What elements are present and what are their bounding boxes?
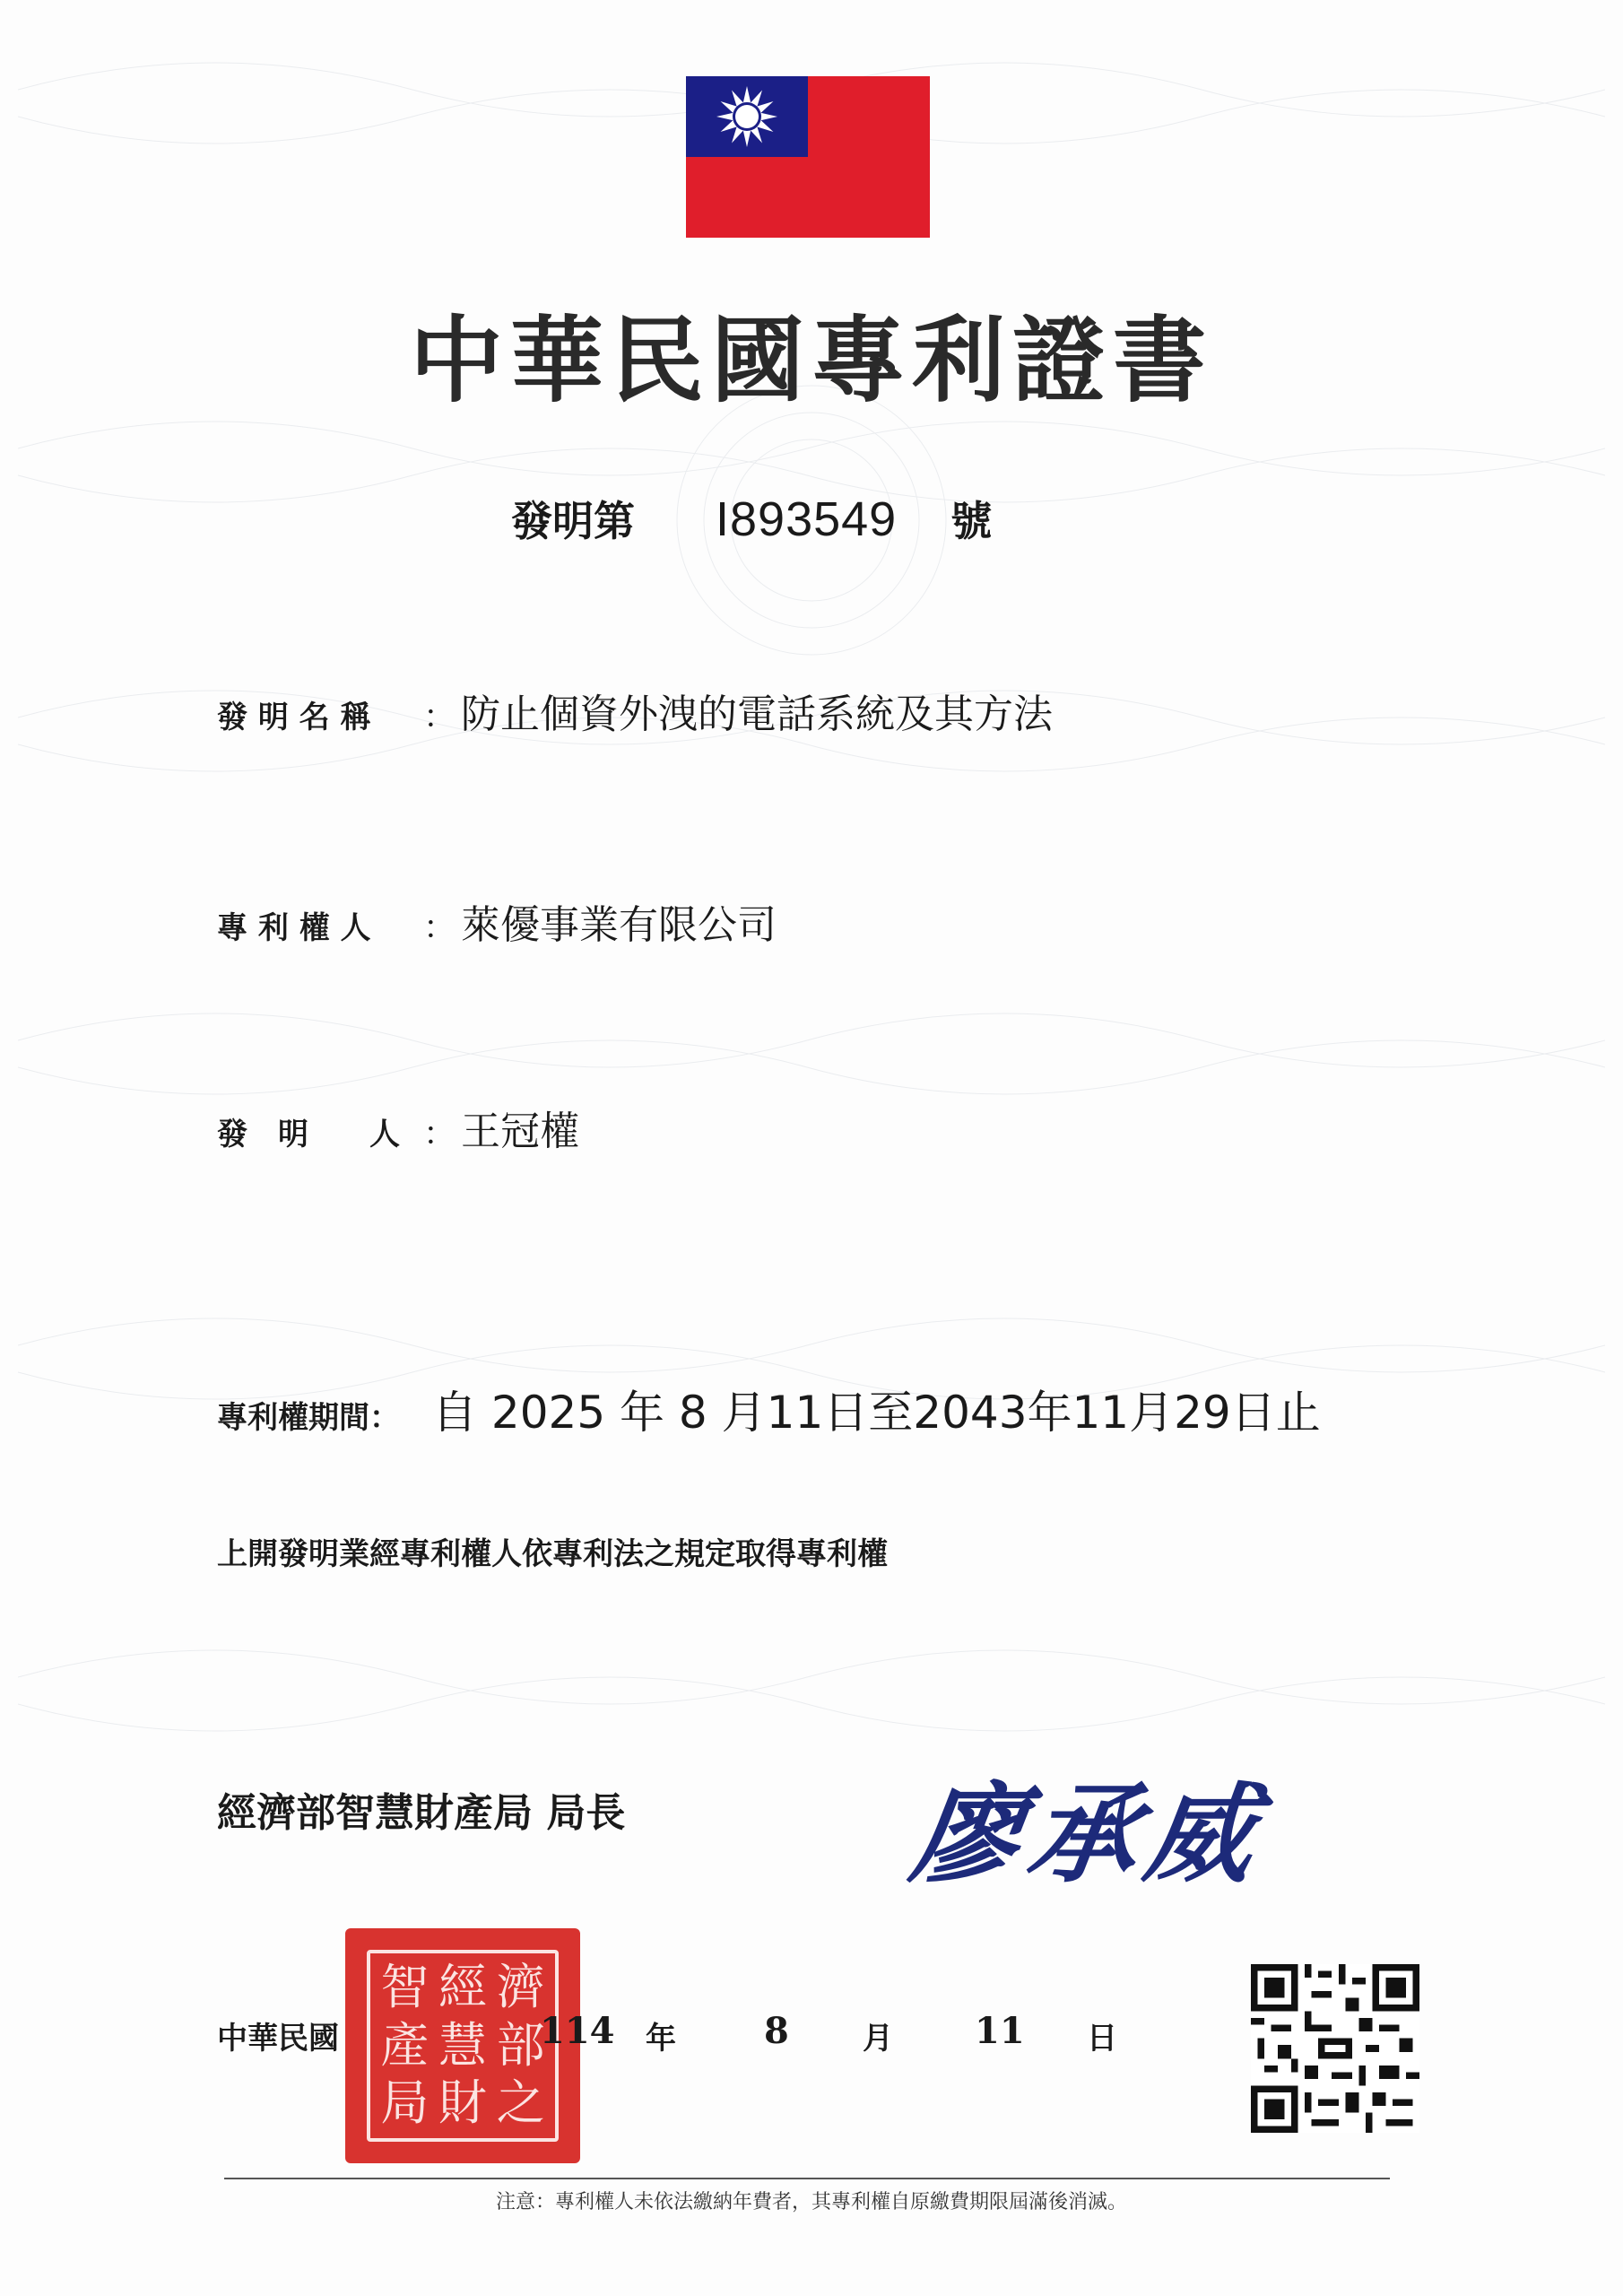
date-era: 中華民國 bbox=[217, 2021, 339, 2057]
seal-char: 濟 bbox=[496, 1959, 545, 2015]
patent-number-line bbox=[511, 489, 992, 548]
qr-code-icon bbox=[1251, 1964, 1419, 2133]
director-signature: 廖承威 bbox=[904, 1771, 1272, 1898]
grant-statement: 上開發明業經專利權人依專利法之規定取得專利權 bbox=[217, 1536, 888, 1572]
seal-char: 財 bbox=[438, 2074, 487, 2132]
white-sun-icon bbox=[686, 76, 808, 157]
date-day-unit: 日 bbox=[1087, 2021, 1117, 2057]
patent-number: I893549 bbox=[716, 492, 898, 546]
field-patentee bbox=[217, 892, 777, 950]
seal-char: 之 bbox=[496, 2074, 545, 2132]
invention-title-value: 防止個資外洩的電話系統及其方法 bbox=[461, 691, 1054, 737]
number-suffix: 號 bbox=[950, 497, 993, 545]
date-year-unit: 年 bbox=[646, 2021, 676, 2057]
flag-canton bbox=[686, 76, 808, 157]
certificate-title: 中華民國專利證書 bbox=[409, 305, 1213, 415]
footer-divider bbox=[224, 2178, 1390, 2179]
seal-characters bbox=[376, 1959, 550, 2133]
field-colon: ： bbox=[423, 699, 456, 735]
number-prefix: 發明第 bbox=[511, 497, 635, 545]
seal-char: 智 bbox=[380, 1959, 430, 2015]
field-invention-title bbox=[217, 682, 1053, 739]
field-colon: ： bbox=[423, 909, 456, 946]
patentee-value: 萊優事業有限公司 bbox=[461, 902, 777, 948]
footer-note: 注意：專利權人未依法繳納年費者，其專利權自原繳費期限屆滿後消滅。 bbox=[495, 2191, 1127, 2213]
field-label: 專 利 權 人 bbox=[217, 910, 371, 946]
seal-char: 局 bbox=[380, 2074, 430, 2132]
date-day: 11 bbox=[975, 2010, 1025, 2052]
date-month-unit: 月 bbox=[863, 2021, 893, 2057]
inventor-value: 王冠權 bbox=[461, 1109, 580, 1154]
seal-char: 部 bbox=[496, 2016, 545, 2074]
patent-term bbox=[217, 1377, 1321, 1441]
seal-char: 慧 bbox=[438, 2016, 487, 2074]
field-colon: ： bbox=[423, 1116, 456, 1152]
field-label: 發 明 人 bbox=[217, 1117, 400, 1152]
director-title: 經濟部智慧財產局 局長 bbox=[217, 1790, 626, 1836]
term-label: 專利權期間： bbox=[217, 1400, 400, 1436]
field-label: 發 明 名 稱 bbox=[217, 700, 371, 735]
term-value: 自 2025 年 8 月11日至2043年11月29日止 bbox=[432, 1387, 1321, 1439]
date-year: 114 bbox=[540, 2010, 615, 2052]
field-inventor bbox=[217, 1099, 579, 1156]
date-month: 8 bbox=[764, 2010, 789, 2052]
seal-char: 產 bbox=[380, 2016, 430, 2074]
seal-char: 經 bbox=[438, 1959, 487, 2015]
roc-flag-icon bbox=[686, 76, 930, 238]
